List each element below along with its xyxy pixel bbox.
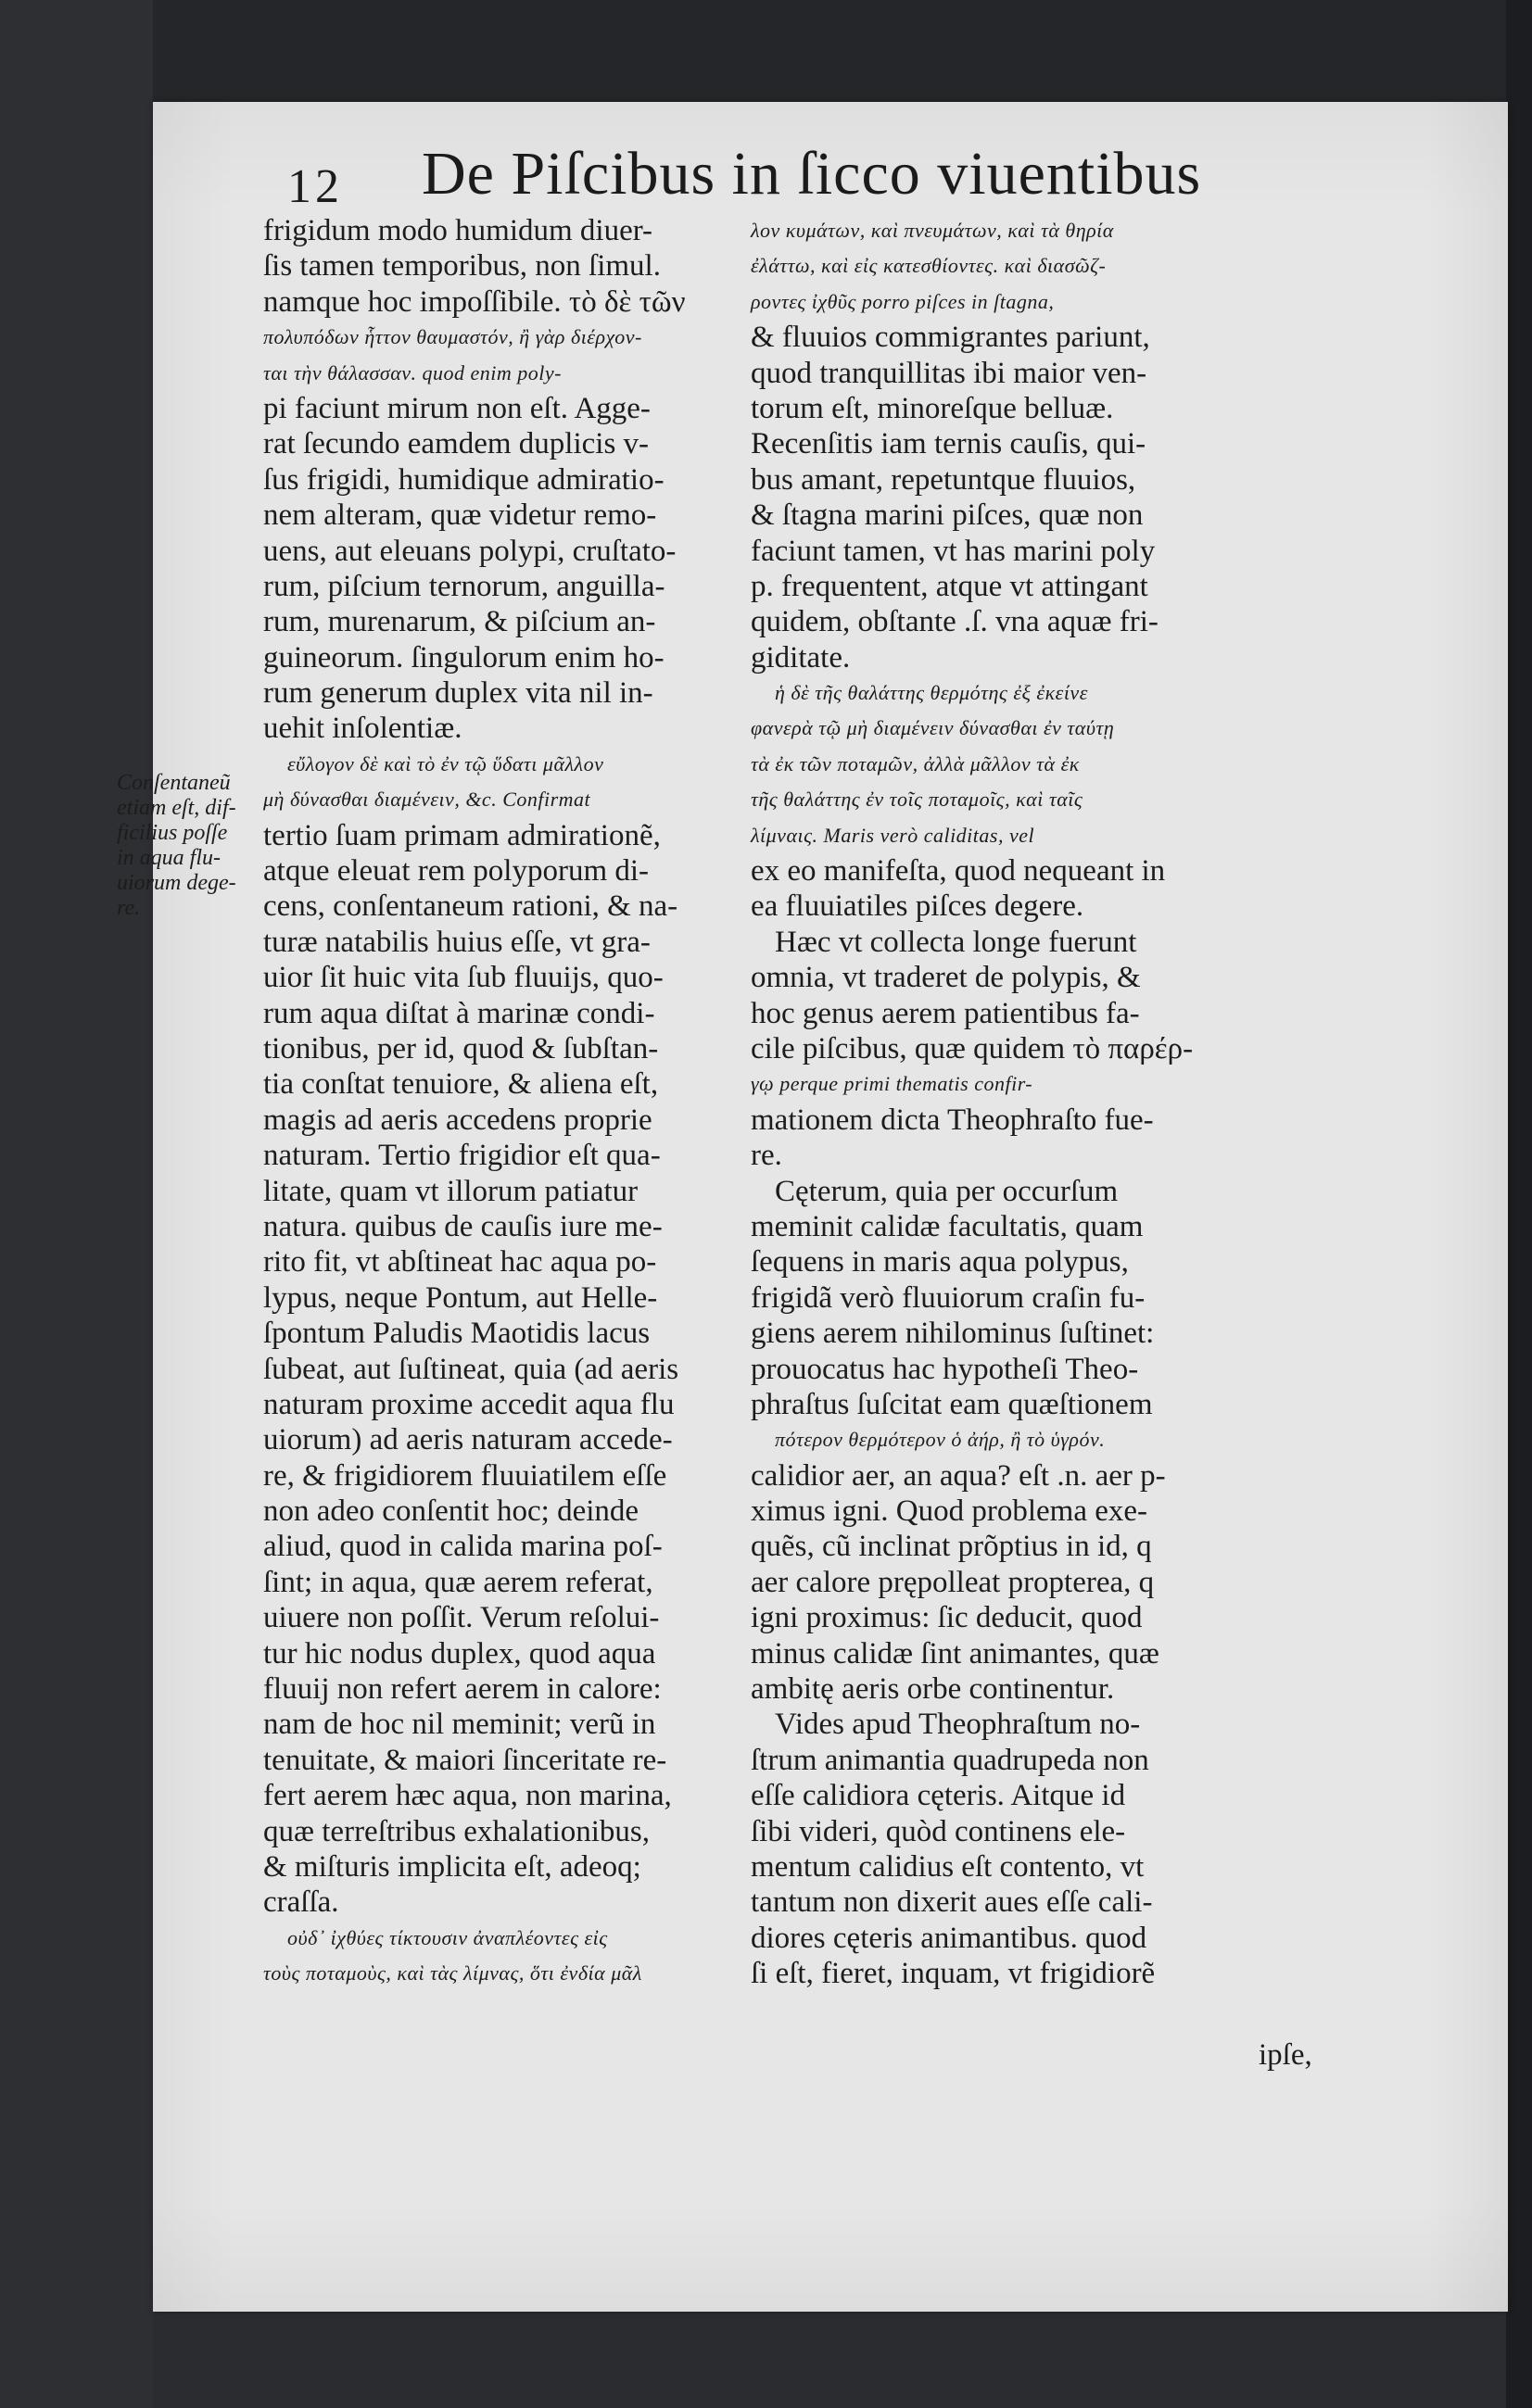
text-line: fluuij non refert aerem in calore: <box>263 1672 662 1707</box>
text-line: re. <box>751 1139 782 1173</box>
text-line: uens, aut eleuans polypi, cruſtato- <box>263 534 677 568</box>
text-line: πολυπόδων ἧττον θαυμαστόν, ἢ γὰρ διέρχον- <box>263 325 642 349</box>
text-line: μὴ δύνασθαι διαμένειν, &c. Confirmat <box>263 788 591 812</box>
text-line: quod tranquillitas ibi maior ven- <box>751 356 1147 390</box>
marginal-note-line: in aqua flu- <box>117 846 221 870</box>
text-line: tantum non dixerit aues eſſe cali- <box>751 1885 1153 1920</box>
text-line: rum, piſcium ternorum, anguilla- <box>263 569 665 603</box>
text-line: Cęterum, quia per occurſum <box>775 1174 1119 1208</box>
text-line: cens, conſentaneum rationi, & na- <box>263 889 678 924</box>
text-line: ἡ δὲ τῆς θαλάττης θερμότης ἐξ ἐκείνε <box>775 681 1088 705</box>
text-line: λον κυμάτων, καὶ πνευμάτων, καὶ τὰ θηρία <box>751 219 1114 242</box>
text-line: aer calore prępolleat propterea, q <box>751 1565 1155 1599</box>
marginal-note-line: Conſentaneũ <box>117 771 231 795</box>
text-line: & ſtagna marini piſces, quæ non <box>751 498 1144 533</box>
text-line: ex eo manifeſta, quod nequeant in <box>751 854 1166 889</box>
text-line: aliud, quod in calida marina poſ- <box>263 1530 663 1564</box>
text-line: giens aerem nihilominus ſuſtinet: <box>751 1317 1155 1351</box>
text-line: turæ natabilis huius eſſe, vt gra- <box>263 925 651 959</box>
text-line: craſſa. <box>263 1885 339 1920</box>
text-line: minus calidæ ſint animantes, quæ <box>751 1636 1159 1670</box>
text-line: igni proximus: ſic deducit, quod <box>751 1601 1143 1635</box>
text-line: ἐλάττω, καὶ εἰς κατεσθίοντες. καὶ διασῶζ- <box>751 254 1107 278</box>
text-line: ται τὴν θάλασσαν. quod enim poly- <box>263 360 562 385</box>
scan-border-top <box>0 0 1532 102</box>
text-line: & miſturis implicita eſt, adeoq; <box>263 1849 641 1884</box>
text-line: litate, quam vt illorum patiatur <box>263 1174 639 1208</box>
text-line: guineorum. ſingulorum enim ho- <box>263 640 665 674</box>
text-line: φανερὰ τῷ μὴ διαμένειν δύνασθαι ἐν ταύτῃ <box>751 716 1115 740</box>
text-line: hoc genus aerem patientibus fa- <box>751 996 1140 1030</box>
text-line: uehit inſolentiæ. <box>263 712 462 746</box>
text-line: faciunt tamen, vt has marini poly <box>751 534 1156 568</box>
text-line: tenuitate, & maiori ſinceritate re- <box>263 1743 667 1777</box>
text-line: re, & frigidiorem fluuiatilem eſſe <box>263 1458 667 1493</box>
text-line: rum aqua diſtat à marinæ condi- <box>263 996 655 1030</box>
text-line: quidem, obſtante .ſ. vna aquæ fri- <box>751 605 1158 639</box>
text-line: ſubeat, aut ſuſtineat, quia (ad aeris <box>263 1352 679 1386</box>
text-line: meminit calidæ facultatis, quam <box>751 1209 1144 1243</box>
marginal-note-line: re. <box>117 896 141 920</box>
text-line: λίμναις. Maris verò caliditas, vel <box>751 823 1035 847</box>
text-line: ſpontum Paludis Maotidis lacus <box>263 1317 651 1351</box>
text-line: lypus, neque Pontum, aut Helle- <box>263 1280 658 1315</box>
text-line: quæ terreſtribus exhalationibus, <box>263 1814 650 1848</box>
text-line: rat ſecundo eamdem duplicis v- <box>263 427 650 461</box>
text-line: mationem dicta Theophraſto fue- <box>751 1103 1154 1137</box>
text-line: ſis tamen temporibus, non ſimul. <box>263 249 661 284</box>
text-line: prouocatus hac hypotheſi Theo- <box>751 1352 1139 1386</box>
text-line: τῆς θαλάττης ἐν τοῖς ποταμοῖς, καὶ ταῖς <box>751 788 1083 812</box>
right-text-column <box>751 213 1344 1992</box>
text-line: p. frequentent, atque vt attingant <box>751 569 1148 603</box>
text-line: rum, murenarum, & piſcium an- <box>263 605 656 639</box>
text-line: non adeo conſentit hoc; deinde <box>263 1494 639 1529</box>
text-line: & fluuios commigrantes pariunt, <box>751 321 1150 355</box>
running-title: De Piſcibus in ſicco viuentibus <box>422 140 1202 208</box>
text-line: calidior aer, an aqua? eſt .n. aer p- <box>751 1458 1166 1493</box>
text-line: diores cęteris animantibus. quod <box>751 1921 1147 1955</box>
text-line: naturam. Tertio frigidior eſt qua- <box>263 1139 661 1173</box>
text-line: τοὺς ποταμοὺς, καὶ τὰς λίμνας, ὅτι ἐνδία μᾶλ <box>263 1961 642 1986</box>
text-line: frigidum modo humidum diuer- <box>263 214 653 247</box>
text-line: bus amant, repetuntque fluuios, <box>751 462 1136 497</box>
text-line: uior ſit huic vita ſub fluuijs, quo- <box>263 961 664 995</box>
text-line: quẽs, cũ inclinat prõptius in id, q <box>751 1530 1152 1564</box>
text-line: namque hoc impoſſibile. τὸ δὲ τῶν <box>263 284 686 319</box>
text-line: Recenſitis iam ternis cauſis, qui- <box>751 427 1146 461</box>
text-line: nam de hoc nil meminit; verũ in <box>263 1708 656 1742</box>
text-line: fert aerem hæc aqua, non marina, <box>263 1779 672 1813</box>
text-line: atque eleuat rem polyporum di- <box>263 854 650 889</box>
text-line: ſi eſt, fieret, inquam, vt frigidiorẽ <box>751 1957 1156 1991</box>
text-line: frigidã verò fluuiorum craſin fu- <box>751 1280 1146 1315</box>
text-line: ximus igni. Quod problema exe- <box>751 1494 1148 1529</box>
text-line: tertio ſuam primam admirationẽ, <box>263 818 661 852</box>
text-line: omnia, vt traderet de polypis, & <box>751 961 1141 995</box>
text-line: cile piſcibus, quæ quidem τὸ παρέρ- <box>751 1031 1194 1065</box>
text-line: ſus frigidi, humidique admiratio- <box>263 462 665 497</box>
marginal-note-line: etiam eſt, dif- <box>117 796 236 820</box>
text-line: tia conſtat tenuiore, & aliena eſt, <box>263 1067 659 1102</box>
text-line: eſſe calidiora cęteris. Aitque id <box>751 1779 1126 1813</box>
text-line: πότερον θερμότερον ὁ ἀήρ, ἢ τὸ ὑγρόν. <box>775 1428 1106 1452</box>
text-line: rito fit, vt abſtineat hac aqua po- <box>263 1245 657 1280</box>
catchword: ipſe, <box>1259 2038 1312 2072</box>
text-line: εὔλογον δὲ καὶ τὸ ἐν τῷ ὕδατι μᾶλλον <box>287 751 604 775</box>
scan-border-left <box>0 0 153 2408</box>
marginal-note-line: uiorum dege- <box>117 871 236 895</box>
text-line: phraſtus ſuſcitat eam quæſtionem <box>751 1387 1153 1421</box>
text-line: pi faciunt mirum non eſt. Agge- <box>263 391 651 425</box>
text-line: mentum calidius eſt contento, vt <box>751 1849 1145 1884</box>
text-line: tionibus, per id, quod & ſubſtan- <box>263 1031 659 1065</box>
text-line: uiuere non poſſit. Verum reſolui- <box>263 1601 660 1635</box>
text-line: ſibi videri, quòd continens ele- <box>751 1814 1126 1848</box>
page-number: 12 <box>287 160 343 213</box>
text-line: rum generum duplex vita nil in- <box>263 676 653 711</box>
text-line: nem alteram, quæ videtur remo- <box>263 498 657 533</box>
text-line: ſtrum animantia quadrupeda non <box>751 1743 1149 1777</box>
running-head <box>287 139 1260 222</box>
text-line: magis ad aeris accedens proprie <box>263 1103 652 1137</box>
text-line: ſint; in aqua, quæ aerem referat, <box>263 1565 653 1599</box>
text-line: ροντες ἰχθῦς porro piſces in ſtagna, <box>751 289 1055 313</box>
text-line: naturam proxime accedit aqua flu <box>263 1387 675 1421</box>
text-line: tur hic nodus duplex, quod aqua <box>263 1636 656 1670</box>
text-line: uiorum) ad aeris naturam accede- <box>263 1423 673 1457</box>
text-line: ea fluuiatiles piſces degere. <box>751 889 1084 924</box>
text-line: giditate. <box>751 640 851 674</box>
marginal-note-line: ficilius poſſe <box>117 821 228 845</box>
text-line: γῳ perque primi thematis confir- <box>751 1072 1033 1096</box>
text-line: ambitę aeris orbe continentur. <box>751 1672 1115 1707</box>
marginal-note <box>117 771 265 921</box>
text-line: natura. quibus de cauſis iure me- <box>263 1209 663 1243</box>
text-line: Vides apud Theophraſtum no- <box>775 1708 1141 1742</box>
text-line: οὐδ᾽ ἰχθύες τίκτουσιν ἀναπλέοντες εἰς <box>287 1925 608 1949</box>
text-line: Hæc vt collecta longe fuerunt <box>775 925 1137 959</box>
scan-border-right <box>1506 0 1532 2408</box>
text-line: ſequens in maris aqua polypus, <box>751 1245 1129 1280</box>
text-line: τὰ ἐκ τῶν ποταμῶν, ἀλλὰ μᾶλλον τὰ ἐκ <box>751 751 1080 775</box>
text-line: torum eſt, minoreſque belluæ. <box>751 391 1114 425</box>
